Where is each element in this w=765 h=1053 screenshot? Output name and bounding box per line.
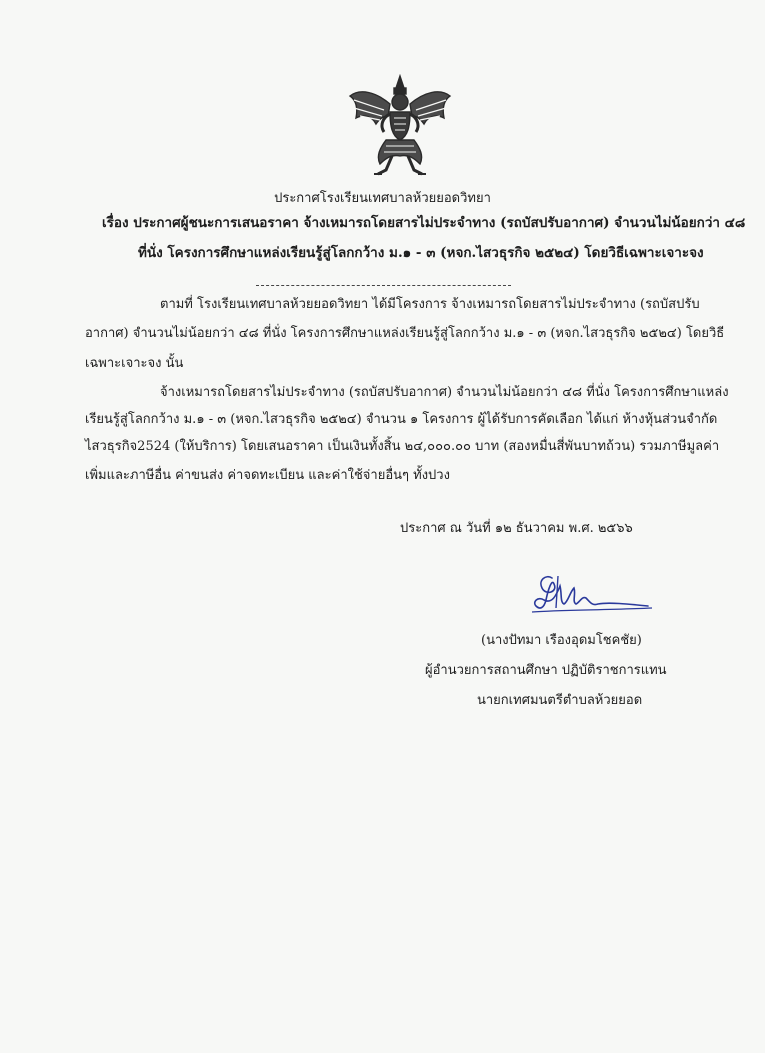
paragraph-1-line-2: อากาศ) จำนวนไม่น้อยกว่า ๔๘ ที่นั่ง โครงการศึกษาแหล่งเรียนรู้สู่โลกกว้าง ม.๑ - ๓ (หจก.ไสวธุรกิจ ๒๕๒๔) โดยวิธี bbox=[85, 326, 725, 341]
paragraph-2-line-2: เรียนรู้สู่โลกกว้าง ม.๑ - ๓ (หจก.ไสวธุรกิจ ๒๕๒๔) จำนวน ๑ โครงการ ผู้ได้รับการคัดเลือก ได้แก่ ห้างหุ้นส่วนจำกัด bbox=[85, 412, 718, 427]
paragraph-2-line-1: จ้างเหมารถโดยสารไม่ประจำทาง (รถบัสปรับอากาศ) จำนวนไม่น้อยกว่า ๔๘ ที่นั่ง โครงการศึกษาแหล่ง bbox=[160, 385, 729, 400]
paragraph-1-line-1: ตามที่ โรงเรียนเทศบาลห้วยยอดวิทยา ได้มีโครงการ จ้างเหมารถโดยสารไม่ประจำทาง (รถบัสปรับ bbox=[160, 297, 700, 312]
divider-line bbox=[256, 285, 511, 286]
subject-line-2: ที่นั่ง โครงการศึกษาแหล่งเรียนรู้สู่โลกกว้าง ม.๑ - ๓ (หจก.ไสวธุรกิจ ๒๕๒๔) โดยวิธีเฉพาะเจาะจง bbox=[138, 245, 704, 261]
paragraph-2-line-3: ไสวธุรกิจ2524 (ให้บริการ) โดยเสนอราคา เป็นเงินทั้งสิ้น ๒๔,๐๐๐.๐๐ บาท (สองหมื่นสี่พันบาทถ้วน) รวมภาษีมูลค่า bbox=[85, 439, 720, 454]
signatory-position-2: นายกเทศมนตรีตำบลห้วยยอด bbox=[477, 693, 643, 708]
signatory-position-1: ผู้อำนวยการสถานศึกษา ปฏิบัติราชการแทน bbox=[425, 663, 667, 678]
garuda-emblem-icon bbox=[346, 74, 454, 178]
announcement-date: ประกาศ ณ วันที่ ๑๒ ธันวาคม พ.ศ. ๒๕๖๖ bbox=[400, 521, 633, 536]
org-heading: ประกาศโรงเรียนเทศบาลห้วยยอดวิทยา bbox=[274, 191, 491, 206]
paragraph-1-line-3: เฉพาะเจาะจง นั้น bbox=[85, 356, 184, 371]
signatory-name: (นางปัทมา เรืองอุดมโชคชัย) bbox=[481, 633, 642, 648]
paragraph-2-line-4: เพิ่มและภาษีอื่น ค่าขนส่ง ค่าจดทะเบียน และค่าใช้จ่ายอื่นๆ ทั้งปวง bbox=[85, 468, 450, 483]
signature-image bbox=[518, 566, 658, 624]
subject-line-1: เรื่อง ประกาศผู้ชนะการเสนอราคา จ้างเหมารถโดยสารไม่ประจำทาง (รถบัสปรับอากาศ) จำนวนไม่น้อยกว่า ๔๘ bbox=[102, 215, 746, 231]
